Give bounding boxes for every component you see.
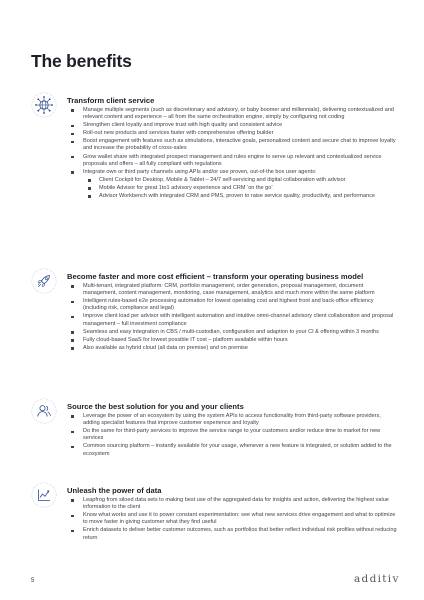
list-item: Leapfrog from siloed data sets to making best use of the aggregated data for insights and action, delivering the highest value information to the client xyxy=(67,497,397,511)
sub-bullet-list xyxy=(83,177,397,200)
list-item: Enrich datasets to deliver better customer outcomes, such as portfolios that better reflect individual risk profiles without reducing return xyxy=(67,527,397,541)
list-item: Know what works and use it to power constant experimentation: see what new services drive engagement and what to optimize to move faster in giving customer what they find useful xyxy=(67,512,397,526)
rocket-icon xyxy=(31,268,57,294)
bullet-list xyxy=(67,497,397,543)
section-title: Become faster and more cost efficient – transform your operating business model xyxy=(67,272,364,281)
list-item: Fully cloud-based SaaS for lowest possible IT cost – platform available within hours xyxy=(67,337,397,344)
globe-network-icon xyxy=(31,92,57,118)
sub-list-item: Advisor Workbench with integrated CRM and PMS, proven to raise service quality, productivity, and performance xyxy=(83,193,397,200)
section-title: Transform client service xyxy=(67,96,155,105)
list-item: Multi-tenant, integrated platform: CRM, portfolio management, order generation, proposal management, document management, content management, monitoring, case management, analytics and much more within the same platform xyxy=(67,283,397,297)
page-title: The benefits xyxy=(31,51,132,71)
list-item: Manage multiple segments (such as discretionary and advisory, or baby boomer and millennials), delivering contextualized and relevant content and experience – all from the same orchestration engine, simply by configuring not coding xyxy=(67,107,397,121)
analytics-chart-icon xyxy=(31,482,57,508)
brand-logo: additiv xyxy=(354,573,400,585)
list-item: Intelligent rules-based e2e processing automation for lowest operating cost and highest front and back-office efficiency (including risk, compliance and legal) xyxy=(67,298,397,312)
list-item xyxy=(67,169,397,200)
section-title: Source the best solution for you and your clients xyxy=(67,402,244,411)
list-item: Roll-out new products and services faster with comprehensive offering builder xyxy=(67,130,397,137)
list-item: Improve client load per advisor with intelligent automation and intuitive omni-channel advisory client collaboration and proposal management – full investment compliance xyxy=(67,313,397,327)
bullet-list xyxy=(67,413,397,459)
sub-list-item: Client Cockpit for Desktop, Mobile & Tablet – 24/7 self-servicing and digital collaboration with advisor xyxy=(83,177,397,184)
bullet-list xyxy=(67,283,397,353)
list-item: Grow wallet share with integrated prospect management and rules engine to serve up relevant and contextualized service proposals and offers – all fully compliant with regulations xyxy=(67,154,397,168)
list-item: Do the same for third-party services to improve the service range to your customers and/or reduce time to market for new services xyxy=(67,428,397,442)
bullet-list xyxy=(67,107,397,201)
list-item: Strengthen client loyalty and improve trust with high quality and consistent advice xyxy=(67,122,397,129)
people-icon xyxy=(31,398,57,424)
section-title: Unleash the power of data xyxy=(67,486,162,495)
list-item: Common sourcing platform – instantly available for your usage, whenever a new feature is integrated, or solution added to the ecosystem xyxy=(67,443,397,457)
sub-list-item: Mobile Advisor for great 1to1 advisory experience and CRM ‘on the go’ xyxy=(83,185,397,192)
list-item-text: Integrate own or third party channels using APIs and/or use proven, out-of-the box user agents: xyxy=(83,168,317,175)
list-item: Leverage the power of an ecosystem by using the system APIs to access functionality from third-party software providers, adding specialist features that improve customer experience and loyalty xyxy=(67,413,397,427)
list-item: Boost engagement with features such as simulations, interactive goals, personalized content and secure chat to improve loyalty and increase the probability of cross-sales xyxy=(67,138,397,152)
list-item: Also available as hybrid cloud (all data on premise) and on premise xyxy=(67,345,397,352)
page-number: 5 xyxy=(31,578,35,584)
list-item: Seamless and easy integration in CBS / multi-custodian, configuration and adaption to your CI & offering within 3 months xyxy=(67,329,397,336)
